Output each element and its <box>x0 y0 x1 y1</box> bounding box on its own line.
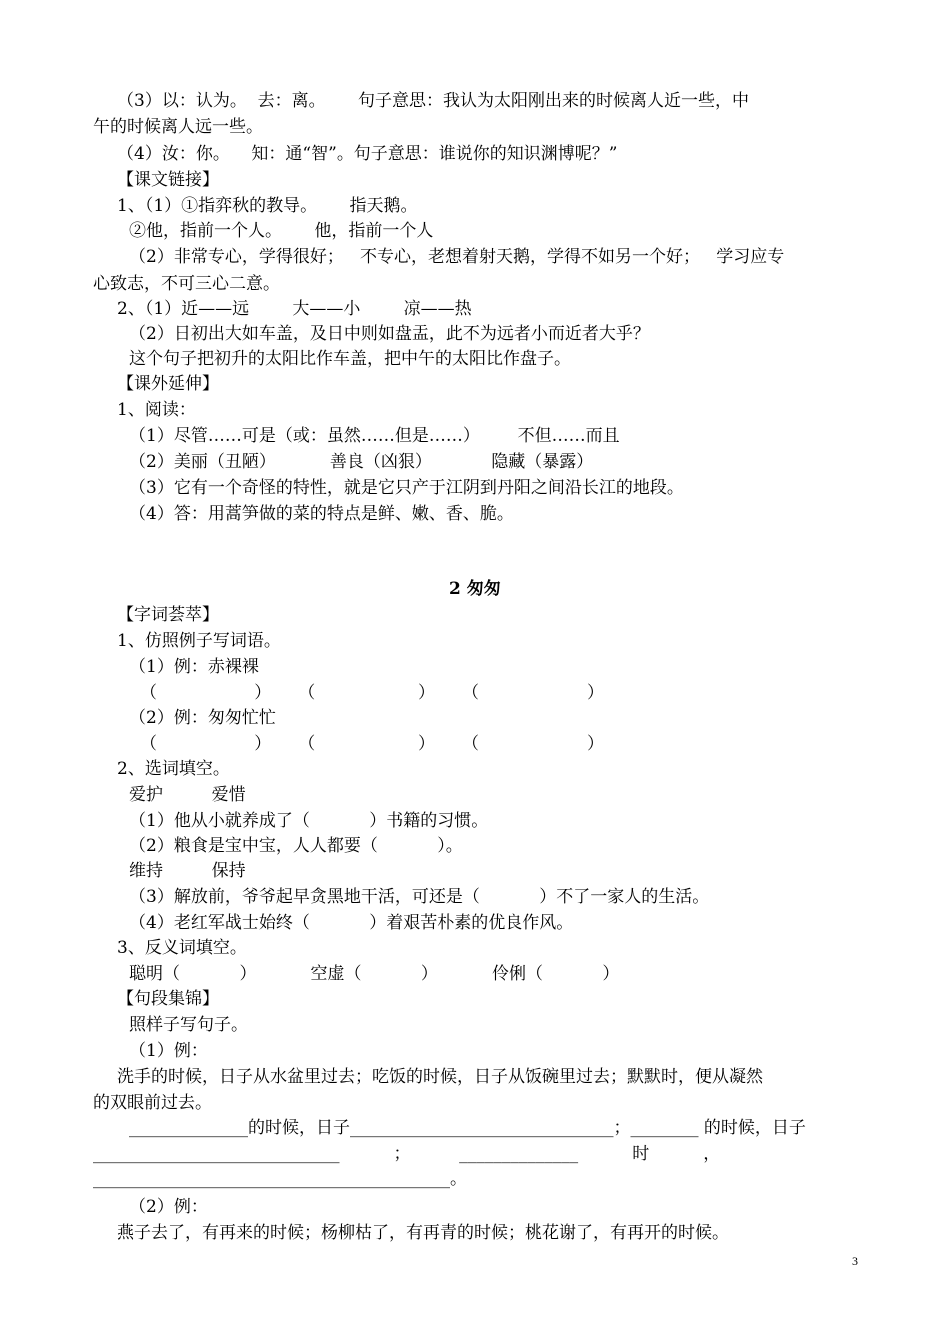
section-title: 2 匆匆 <box>449 579 501 599</box>
text-line: （3）解放前，爷爷起早贪黑地干活，可还是（ ）不了一家人的生活。 <box>129 887 710 907</box>
text-line: 心致志，不可三心二意。 <box>93 274 280 294</box>
text-line: 【句段集锦】 <box>117 989 219 1009</box>
text-line: （4）老红军战士始终（ ）着艰苦朴素的优良作风。 <box>129 913 574 933</box>
text-line: （2）非常专心，学得很好； 不专心，老想着射天鹅，学得不如另一个好； 学习应专 <box>129 247 785 267</box>
text-line: 【课文链接】 <box>117 170 219 190</box>
text-line: （ ） （ ） （ ） <box>140 734 605 754</box>
text-line: （3）它有一个奇怪的特性，就是它只产于江阴到丹阳之间沿长江的地段。 <box>129 478 684 498</box>
text-line: （4）答：用蒿笋做的菜的特点是鲜、嫩、香、脆。 <box>129 504 514 524</box>
text-line: （3）以：认为。 去：离。 句子意思：我认为太阳刚出来的时候离人近一些，中 <box>117 91 750 111</box>
text-line: 照样子写句子。 <box>129 1015 248 1035</box>
text-line: 这个句子把初升的太阳比作车盖，把中午的太阳比作盘子。 <box>129 349 571 369</box>
text-line: 1、仿照例子写词语。 <box>117 631 281 651</box>
text-line: 1、（1）①指弈秋的教导。 指天鹅。 <box>117 196 418 216</box>
text-line: （2）例： <box>129 1197 208 1217</box>
text-line: （2）日初出大如车盖，及日中则如盘盂，此不为远者小而近者大乎？ <box>129 324 650 344</box>
page-number: 3 <box>852 1254 858 1268</box>
text-line: （1）例： <box>129 1041 208 1061</box>
text-line: 1、阅读： <box>117 400 196 420</box>
text-line: 【字词荟萃】 <box>117 605 219 625</box>
text-line: 【课外延伸】 <box>117 374 219 394</box>
text-line: 3、反义词填空。 <box>117 938 247 958</box>
text-line: （1）尽管……可是（或：虽然……但是……） 不但……而且 <box>129 426 620 446</box>
text-line: （2）例：匆匆忙忙 <box>129 708 276 728</box>
text-line: 爱护 爱惜 <box>129 785 246 805</box>
text-line: ②他，指前一个人。 他，指前一个人 <box>129 221 434 241</box>
text-line: 洗手的时候，日子从水盆里过去；吃饭的时候，日子从饭碗里过去；默默时，便从凝然 <box>117 1067 763 1087</box>
text-line: 维持 保持 <box>129 861 246 881</box>
text-line: 2、选词填空。 <box>117 759 230 779</box>
text-line: 的双眼前过去。 <box>93 1093 212 1113</box>
text-line: （ ） （ ） （ ） <box>140 683 605 703</box>
text-line: （4）汝：你。 知：通“智”。句子意思：谁说你的知识渊博呢？” <box>117 144 618 164</box>
text-line: （1）例：赤裸裸 <box>129 657 259 677</box>
text-line: 聪明（ ） 空虚（ ） 伶俐（ ） <box>129 964 620 984</box>
text-line: 燕子去了，有再来的时候；杨柳枯了，有再青的时候；桃花谢了，有再开的时候。 <box>117 1223 729 1243</box>
text-line: ______________的时候，日子_______________________________；________ 的时候，日子 <box>129 1118 806 1138</box>
text-line: _____________________________ ； ______________ 时 ， <box>93 1144 721 1164</box>
text-line: （2）粮食是宝中宝，人人都要（ ）。 <box>129 836 463 856</box>
text-line: 2、（1）近——远 大——小 凉——热 <box>117 299 472 319</box>
text-line: （2）美丽（丑陋） 善良（凶狠） 隐藏（暴露） <box>129 452 594 472</box>
text-line: （1）他从小就养成了（ ）书籍的习惯。 <box>129 811 489 831</box>
text-line: __________________________________________。 <box>93 1169 467 1189</box>
text-line: 午的时候离人远一些。 <box>93 117 263 137</box>
